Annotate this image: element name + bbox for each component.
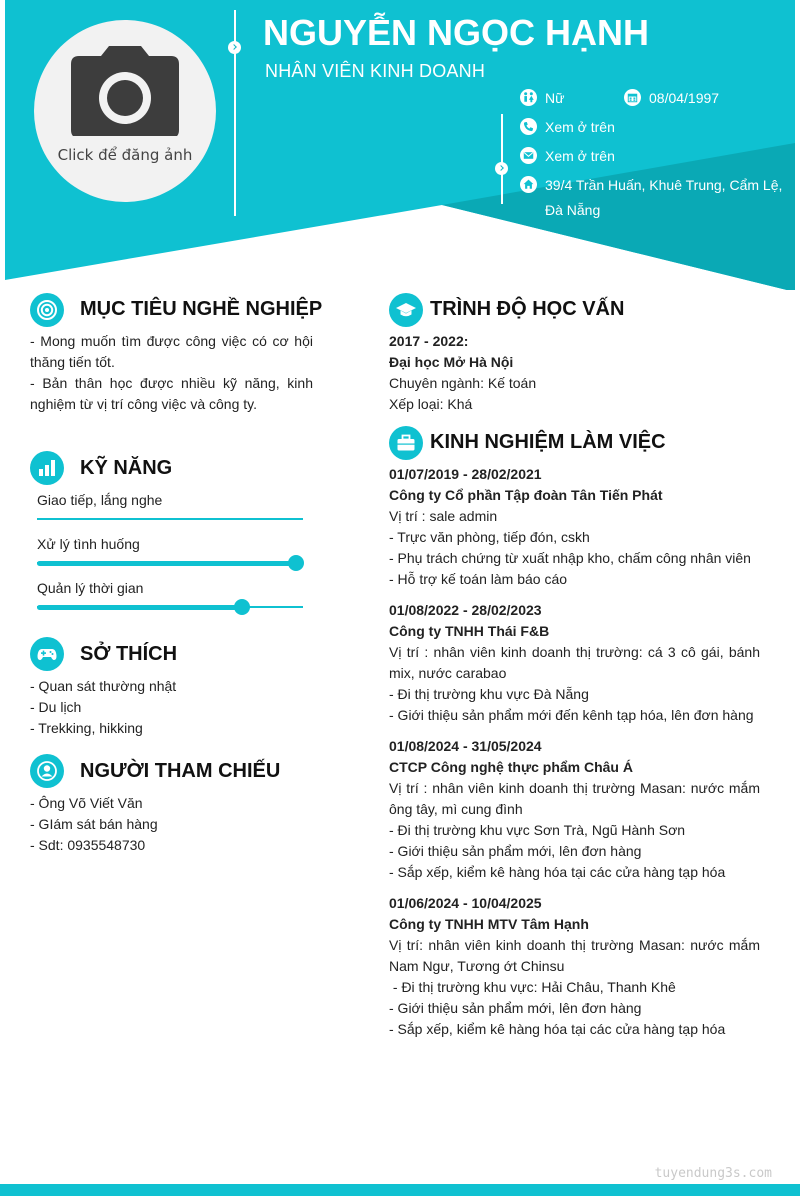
contact-divider-line [501, 114, 503, 204]
job-line: - Giới thiệu sản phẩm mới, lên đơn hàng [389, 843, 642, 859]
email-icon [520, 147, 537, 164]
candidate-role: NHÂN VIÊN KINH DOANH [265, 61, 486, 81]
hobbies-title: SỞ THÍCH [80, 643, 178, 665]
skill-bar-knob [234, 599, 250, 615]
job-entry [389, 464, 760, 590]
job-line: - Đi thị trường khu vực Đà Nẵng [389, 686, 589, 702]
job-entry [389, 600, 760, 726]
skills-title: KỸ NĂNG [80, 457, 173, 479]
job-line: - Giới thiệu sản phẩm mới đến kênh tạp hóa, lên đơn hàng [389, 707, 754, 723]
skill-bar [37, 518, 303, 520]
skill-label: Xử lý tình huống [37, 536, 140, 552]
job-company: CTCP Công nghệ thực phẩm Châu Á [389, 759, 633, 775]
graduation-cap-icon [389, 293, 423, 327]
phone-icon [520, 118, 537, 135]
skill-bar-fill [37, 605, 242, 610]
job-company: Công ty TNHH Thái F&B [389, 623, 550, 639]
skill-bar-fill [37, 561, 296, 566]
job-line: - Đi thị trường khu vực: Hải Châu, Thanh Khê [389, 979, 676, 995]
footer-bar [0, 1184, 800, 1196]
education-period: 2017 - 2022: [389, 333, 469, 349]
objective-line: - Mong muốn tìm được công việc có cơ hội thăng tiến tốt. [30, 333, 313, 370]
job-period: 01/08/2022 - 28/02/2023 [389, 602, 542, 618]
candidate-name: NGUYỄN NGỌC HẠNH [263, 12, 650, 53]
reference-item: - Ông Võ Viết Văn [30, 795, 143, 811]
experience-title: KINH NGHIỆM LÀM VIỆC [430, 431, 666, 453]
job-period: 01/07/2019 - 28/02/2021 [389, 466, 542, 482]
reference-list [30, 793, 313, 856]
watermark: tuyendung3s.com [654, 1166, 772, 1181]
job-entry [389, 893, 760, 1040]
education-major: Chuyên ngành: Kế toán [389, 375, 537, 391]
objective-text [30, 331, 313, 415]
calendar-icon [624, 89, 641, 106]
header-divider-dot [228, 41, 241, 54]
job-line: Vị trí : nhân viên kinh doanh thị trường Masan: nước mắm ông tây, mì cung đình [389, 780, 760, 817]
hobby-item: - Quan sát thường nhật [30, 678, 177, 694]
reference-item: - GIám sát bán hàng [30, 816, 158, 832]
contact-divider-dot [495, 162, 508, 175]
birthday-value: 08/04/1997 [649, 90, 720, 106]
hobby-item: - Du lịch [30, 699, 82, 715]
objective-title: MỤC TIÊU NGHỀ NGHIỆP [80, 298, 323, 320]
target-icon [30, 293, 64, 327]
gamepad-icon [30, 637, 64, 671]
home-icon [520, 176, 537, 193]
address-line-1: 39/4 Trần Huấn, Khuê Trung, Cẩm Lệ, [545, 177, 783, 193]
job-entry [389, 736, 760, 883]
job-line: - Đi thị trường khu vực Sơn Trà, Ngũ Hành Sơn [389, 822, 686, 838]
job-line: - Sắp xếp, kiểm kê hàng hóa tại các cửa hàng tạp hóa [389, 1021, 726, 1037]
photo-upload-label: Click để đăng ảnh [57, 146, 193, 164]
person-icon [30, 754, 64, 788]
skill-label: Giao tiếp, lắng nghe [37, 492, 163, 508]
job-line: - Phụ trách chứng từ xuất nhập kho, chấm công nhân viên [389, 550, 751, 566]
job-line: Vị trí : nhân viên kinh doanh thị trường: cá 3 cô gái, bánh mix, nước carabao [389, 644, 760, 681]
phone-value: Xem ở trên [545, 119, 615, 135]
job-line: - Hỗ trợ kế toán làm báo cáo [389, 571, 568, 587]
job-line: - Giới thiệu sản phẩm mới, lên đơn hàng [389, 1000, 642, 1016]
skill-bar-knob [288, 555, 304, 571]
job-line: Vị trí : sale admin [389, 508, 498, 524]
bar-chart-icon [30, 451, 64, 485]
gender-value: Nữ [545, 90, 565, 106]
gender-icon [520, 89, 537, 106]
job-period: 01/06/2024 - 10/04/2025 [389, 895, 542, 911]
reference-title: NGƯỜI THAM CHIẾU [80, 760, 281, 782]
profile-photo-placeholder[interactable] [34, 20, 216, 202]
job-company: Công ty TNHH MTV Tâm Hạnh [389, 916, 589, 932]
camera-icon [71, 46, 179, 136]
skill-label: Quản lý thời gian [37, 580, 144, 596]
address-line-2: Đà Nẵng [545, 202, 601, 218]
education-block [389, 331, 760, 415]
email-value: Xem ở trên [545, 148, 615, 164]
job-line: - Sắp xếp, kiểm kê hàng hóa tại các cửa hàng tạp hóa [389, 864, 726, 880]
job-line: Vị trí: nhân viên kinh doanh thị trường Masan: nước mắm Nam Ngư, Tương ớt Chinsu [389, 937, 760, 974]
job-period: 01/08/2024 - 31/05/2024 [389, 738, 542, 754]
reference-item: - Sdt: 0935548730 [30, 837, 146, 853]
hobby-item: - Trekking, hikking [30, 720, 143, 736]
skill-bar [37, 562, 303, 564]
education-grade: Xếp loại: Khá [389, 396, 473, 412]
job-company: Công ty Cổ phần Tập đoàn Tân Tiến Phát [389, 487, 663, 503]
briefcase-icon [389, 426, 423, 460]
skill-bar [37, 606, 303, 608]
job-line: - Trực văn phòng, tiếp đón, cskh [389, 529, 590, 545]
education-school: Đại học Mở Hà Nội [389, 354, 514, 370]
hobbies-list [30, 676, 313, 739]
objective-line: - Bản thân học được nhiều kỹ năng, kinh nghiệm từ vị trí công việc và công ty. [30, 375, 313, 412]
education-title: TRÌNH ĐỘ HỌC VẤN [430, 298, 625, 320]
